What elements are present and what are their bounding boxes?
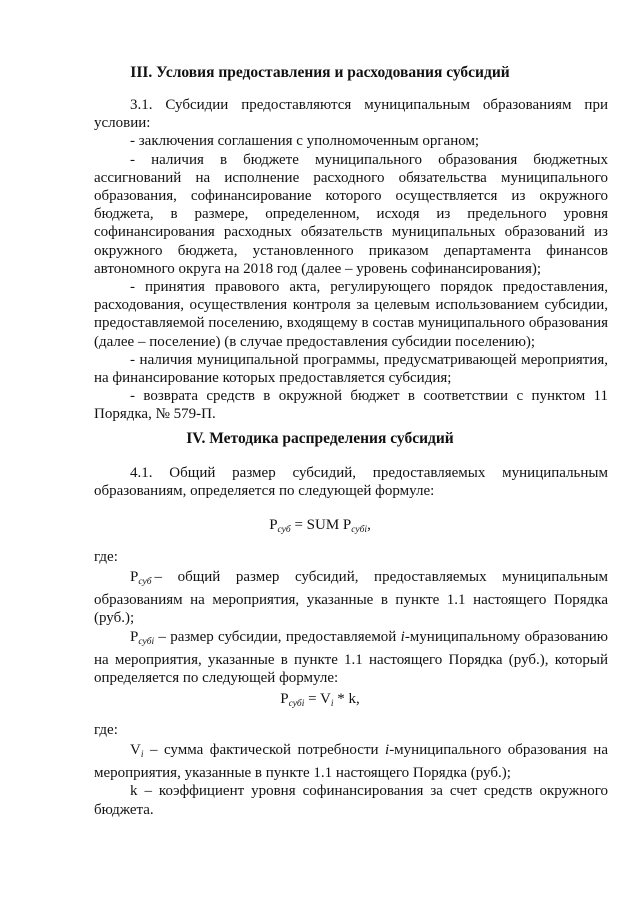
section-3-body: [94, 96, 608, 424]
formula-total-subsidy: [0, 517, 640, 535]
definitions-block-1: [94, 568, 608, 687]
def-3-text-a: – сумма фактической потребности: [143, 742, 386, 758]
def-2-symbol: P: [130, 628, 139, 645]
def-1-symbol: P: [130, 569, 139, 585]
condition-item-1: - заключения соглашения с уполномоченным органом;: [130, 133, 480, 150]
def-2-symbol-sub: субi: [138, 636, 155, 647]
definition-total: [94, 568, 608, 628]
def-3-symbol: V: [130, 742, 141, 758]
formula-1-end: ,: [367, 517, 371, 533]
formula-1-lhs: P: [269, 517, 278, 533]
section-3-intro: 3.1. Субсидии предоставляются муниципальным образованиям при условии:: [94, 97, 608, 132]
formula-2-end: * k,: [333, 691, 360, 707]
where-label-1: где:: [94, 549, 118, 565]
section-4-intro-block: [94, 464, 608, 500]
def-2-text-b: -муниципальному образованию на мероприятия, указанные в пункте 1.1 настоящего Порядка (руб.), который определяется по следующей формуле:: [94, 628, 609, 687]
where-label-2: где:: [94, 722, 118, 738]
def-3-text-b: -муниципального образования на мероприятия, указанные в пункте 1.1 настоящего Порядка (руб.);: [94, 742, 608, 782]
condition-item-2: - наличия в бюджете муниципального образования бюджетных ассигнований на исполнение расходного обязательства муниципального образования, софинансирование которого осуществляется из окружного бюджета, в размере, определенном, исходя из предельного уровня софинансирования расходных обязательств муниципальных образований из окружного бюджета, установленного приказом департамента финансов автономного округа на 2018 год (далее – уровень софинансирования);: [94, 151, 608, 277]
section-4-title: IV. Методика распределения субсидий: [186, 430, 454, 447]
definitions-block-2: [94, 741, 608, 819]
condition-item-5: - возврата средств в окружной бюджет в соответствии с пунктом 11 Порядка, № 579-П.: [94, 388, 608, 423]
formula-1-rhs-sub: субi: [351, 525, 368, 535]
formula-2-op: = V: [304, 691, 331, 707]
condition-item-4: - наличия муниципальной программы, предусматривающей мероприятия, на финансирование которых предоставляется субсидия;: [94, 351, 608, 387]
formula-1-op: = SUM P: [290, 517, 352, 533]
formula-2-lhs-sub: субi: [288, 699, 305, 709]
formula-2-v-sub: i: [330, 699, 334, 709]
formula-municipality-subsidy: [0, 691, 640, 709]
section-4-intro: 4.1. Общий размер субсидий, предоставляемых муниципальным образованиям, определяется по следующей формуле:: [94, 465, 608, 500]
def-3-italic-i: i: [385, 742, 390, 758]
condition-item-3: - принятия правового акта, регулирующего порядок предоставления, расходования, осуществления контроля за целевым использованием субсидии, предоставляемой поселению, входящему в состав муниципального образования (далее – поселение) (в случае предоставления субсидии поселению);: [94, 279, 608, 350]
def-2-italic-i: i: [400, 628, 405, 645]
def-2-text-a: – размер субсидии, предоставляемой: [154, 628, 401, 645]
def-3-symbol-sub: i: [140, 750, 144, 760]
formula-1-lhs-sub: суб: [277, 525, 291, 535]
section-3-title: III. Условия предоставления и расходования субсидий: [130, 64, 510, 81]
definition-coefficient: k – коэффициент уровня софинансирования за счет средств окружного бюджета.: [94, 783, 608, 818]
def-1-text: – общий размер субсидий, предоставляемых муниципальным образованиям на мероприятия, указанные в пункте 1.1 настоящего Порядка (руб.);: [94, 569, 608, 627]
def-1-symbol-sub: суб: [138, 577, 152, 587]
formula-2-lhs: P: [280, 691, 289, 707]
definition-per-municipality: [94, 628, 608, 688]
definition-actual-need: [94, 741, 608, 782]
